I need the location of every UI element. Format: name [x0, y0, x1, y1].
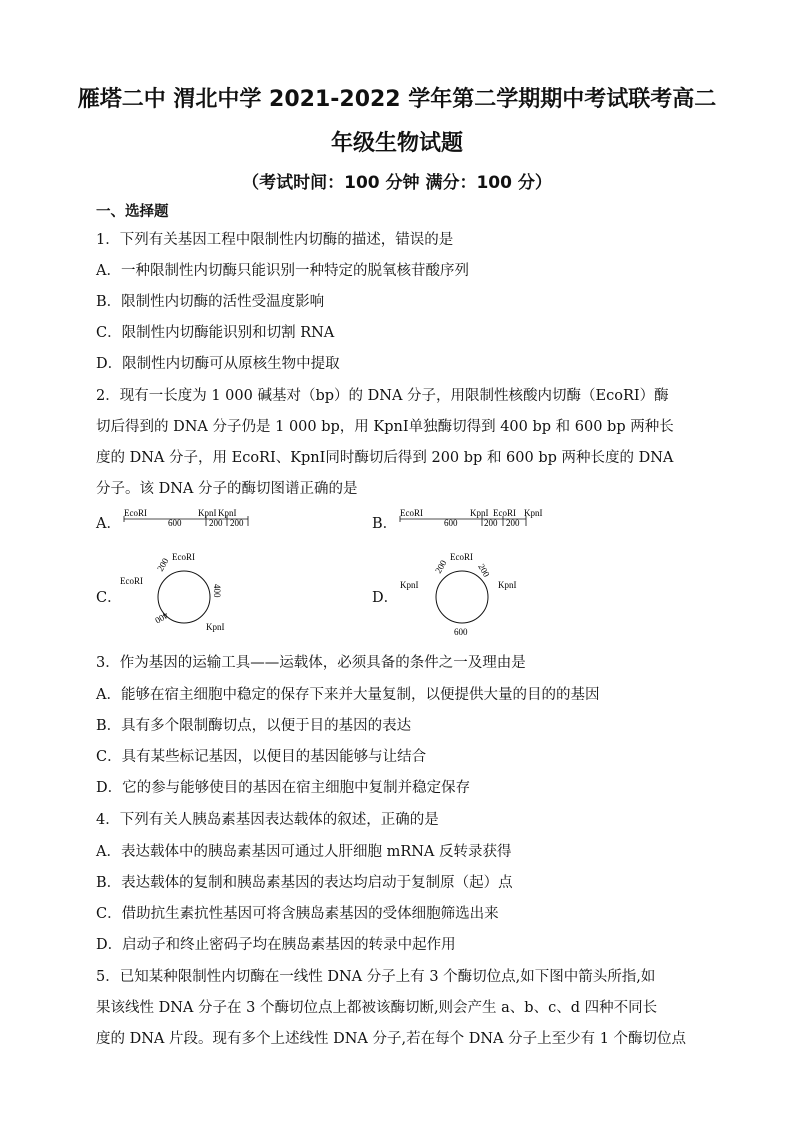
question-1-option-c: C．限制性内切酶能识别和切割 RNA	[96, 325, 335, 341]
diagram-a-200-label-1: 200	[209, 518, 223, 528]
diagram-d-200-right-label: 200	[476, 562, 492, 579]
exam-info: （考试时间：100 分钟 满分：100 分）	[242, 173, 552, 193]
question-2-stem-line4: 分子。该 DNA 分子的酶切图谱正确的是	[96, 481, 358, 497]
question-3-option-b: B．具有多个限制酶切点，以便于目的基因的表达	[96, 718, 412, 734]
question-4-stem: 4．下列有关人胰岛素基因表达载体的叙述，正确的是	[96, 812, 439, 828]
question-4-option-d: D．启动子和终止密码子均在胰岛素基因的转录中起作用	[96, 937, 456, 953]
diagram-c-400-bottom-label: 400	[153, 610, 170, 626]
question-1-option-a: A．一种限制性内切酶只能识别一种特定的脱氧核苷酸序列	[96, 263, 469, 279]
option-c-label: C．	[96, 590, 122, 606]
question-3-option-a: A．能够在宿主细胞中稳定的保存下来并大量复制，以便提供大量的目的的基因	[96, 687, 600, 703]
diagram-d-ecori-label: EcoRI	[450, 552, 473, 562]
question-3-stem: 3．作为基因的运输工具——运载体，必须具备的条件之一及理由是	[96, 655, 526, 671]
diagram-b-600-label: 600	[444, 518, 458, 528]
diagram-b-linear-map	[396, 506, 556, 532]
diagram-b-ecori-label: EcoRI	[400, 508, 423, 518]
diagram-b-ecori-label-2: EcoRI	[493, 508, 516, 518]
diagram-a-ecori-label: EcoRI	[124, 508, 147, 518]
diagram-c-400-right-label: 400	[212, 584, 222, 598]
question-2-stem-line2: 切后得到的 DNA 分子仍是 1 000 bp，用 KpnⅠ单独酶切得到 400 bp 和 600 bp 两种长	[96, 419, 674, 435]
diagram-a-kpni-label-1: KpnI	[198, 508, 217, 518]
diagram-d-600-label: 600	[454, 627, 468, 637]
question-2-stem-line1: 2．现有一长度为 1 000 碱基对（bp）的 DNA 分子，用限制性核酸内切酶（EcoRⅠ）酶	[96, 388, 669, 404]
diagram-a-linear-map	[118, 506, 258, 532]
diagram-b-kpni-label-1: KpnI	[470, 508, 489, 518]
question-4-option-a: A．表达载体中的胰岛素基因可通过人肝细胞 mRNA 反转录获得	[96, 844, 512, 860]
diagram-d-200-left-label: 200	[433, 558, 449, 575]
diagram-a-600-label: 600	[168, 518, 182, 528]
diagram-d-kpni-left-label: KpnI	[400, 580, 419, 590]
question-5-stem-line1: 5．已知某种限制性内切酶在一线性 DNA 分子上有 3 个酶切位点,如下图中箭头所指,如	[96, 969, 656, 985]
diagram-c-ecori-top-label: EcoRI	[172, 552, 195, 562]
diagram-b-200-label-1: 200	[484, 518, 498, 528]
diagram-d-circular-map	[396, 548, 536, 640]
question-1-stem: 1．下列有关基因工程中限制性内切酶的描述，错误的是	[96, 232, 454, 248]
option-b-label: B．	[372, 516, 398, 532]
diagram-d-kpni-right-label: KpnI	[498, 580, 517, 590]
question-5-stem-line3: 度的 DNA 片段。现有多个上述线性 DNA 分子,若在每个 DNA 分子上至少有 1 个酶切位点	[96, 1031, 687, 1047]
question-2-stem-line3: 度的 DNA 分子，用 EcoRⅠ、KpnⅠ同时酶切后得到 200 bp 和 600 bp 两种长度的 DNA	[96, 450, 674, 466]
diagram-a-kpni-label-2: KpnI	[218, 508, 237, 518]
question-5-stem-line2: 果该线性 DNA 分子在 3 个酶切位点上都被该酶切断,则会产生 a、b、c、d 四种不同长	[96, 1000, 658, 1016]
question-1-option-b: B．限制性内切酶的活性受温度影响	[96, 294, 325, 310]
diagram-c-200-label: 200	[155, 556, 171, 573]
exam-title-line1: 雁塔二中 渭北中学 2021-2022 学年第二学期期中考试联考高二	[77, 87, 717, 112]
question-4-option-b: B．表达载体的复制和胰岛素基因的表达均启动于复制原（起）点	[96, 875, 513, 891]
diagram-c-ecori-left-label: EcoRI	[120, 576, 143, 586]
question-4-option-c: C．借助抗生素抗性基因可将含胰岛素基因的受体细胞筛选出来	[96, 906, 499, 922]
question-3-option-d: D．它的参与能够使目的基因在宿主细胞中复制并稳定保存	[96, 780, 471, 796]
question-1-option-d: D．限制性内切酶可从原核生物中提取	[96, 356, 340, 372]
diagram-b-200-label-2: 200	[506, 518, 520, 528]
option-d-label: D．	[372, 590, 399, 606]
exam-title-line2: 年级生物试题	[330, 131, 463, 156]
diagram-a-200-label-2: 200	[230, 518, 244, 528]
diagram-c-kpni-label: KpnI	[206, 622, 225, 632]
diagram-c-circular-map	[118, 548, 238, 640]
option-a-label: A．	[96, 516, 121, 532]
diagram-b-kpni-label-2: KpnI	[524, 508, 543, 518]
question-3-option-c: C．具有某些标记基因，以便目的基因能够与让结合	[96, 749, 427, 765]
section-heading: 一、选择题	[96, 204, 169, 220]
